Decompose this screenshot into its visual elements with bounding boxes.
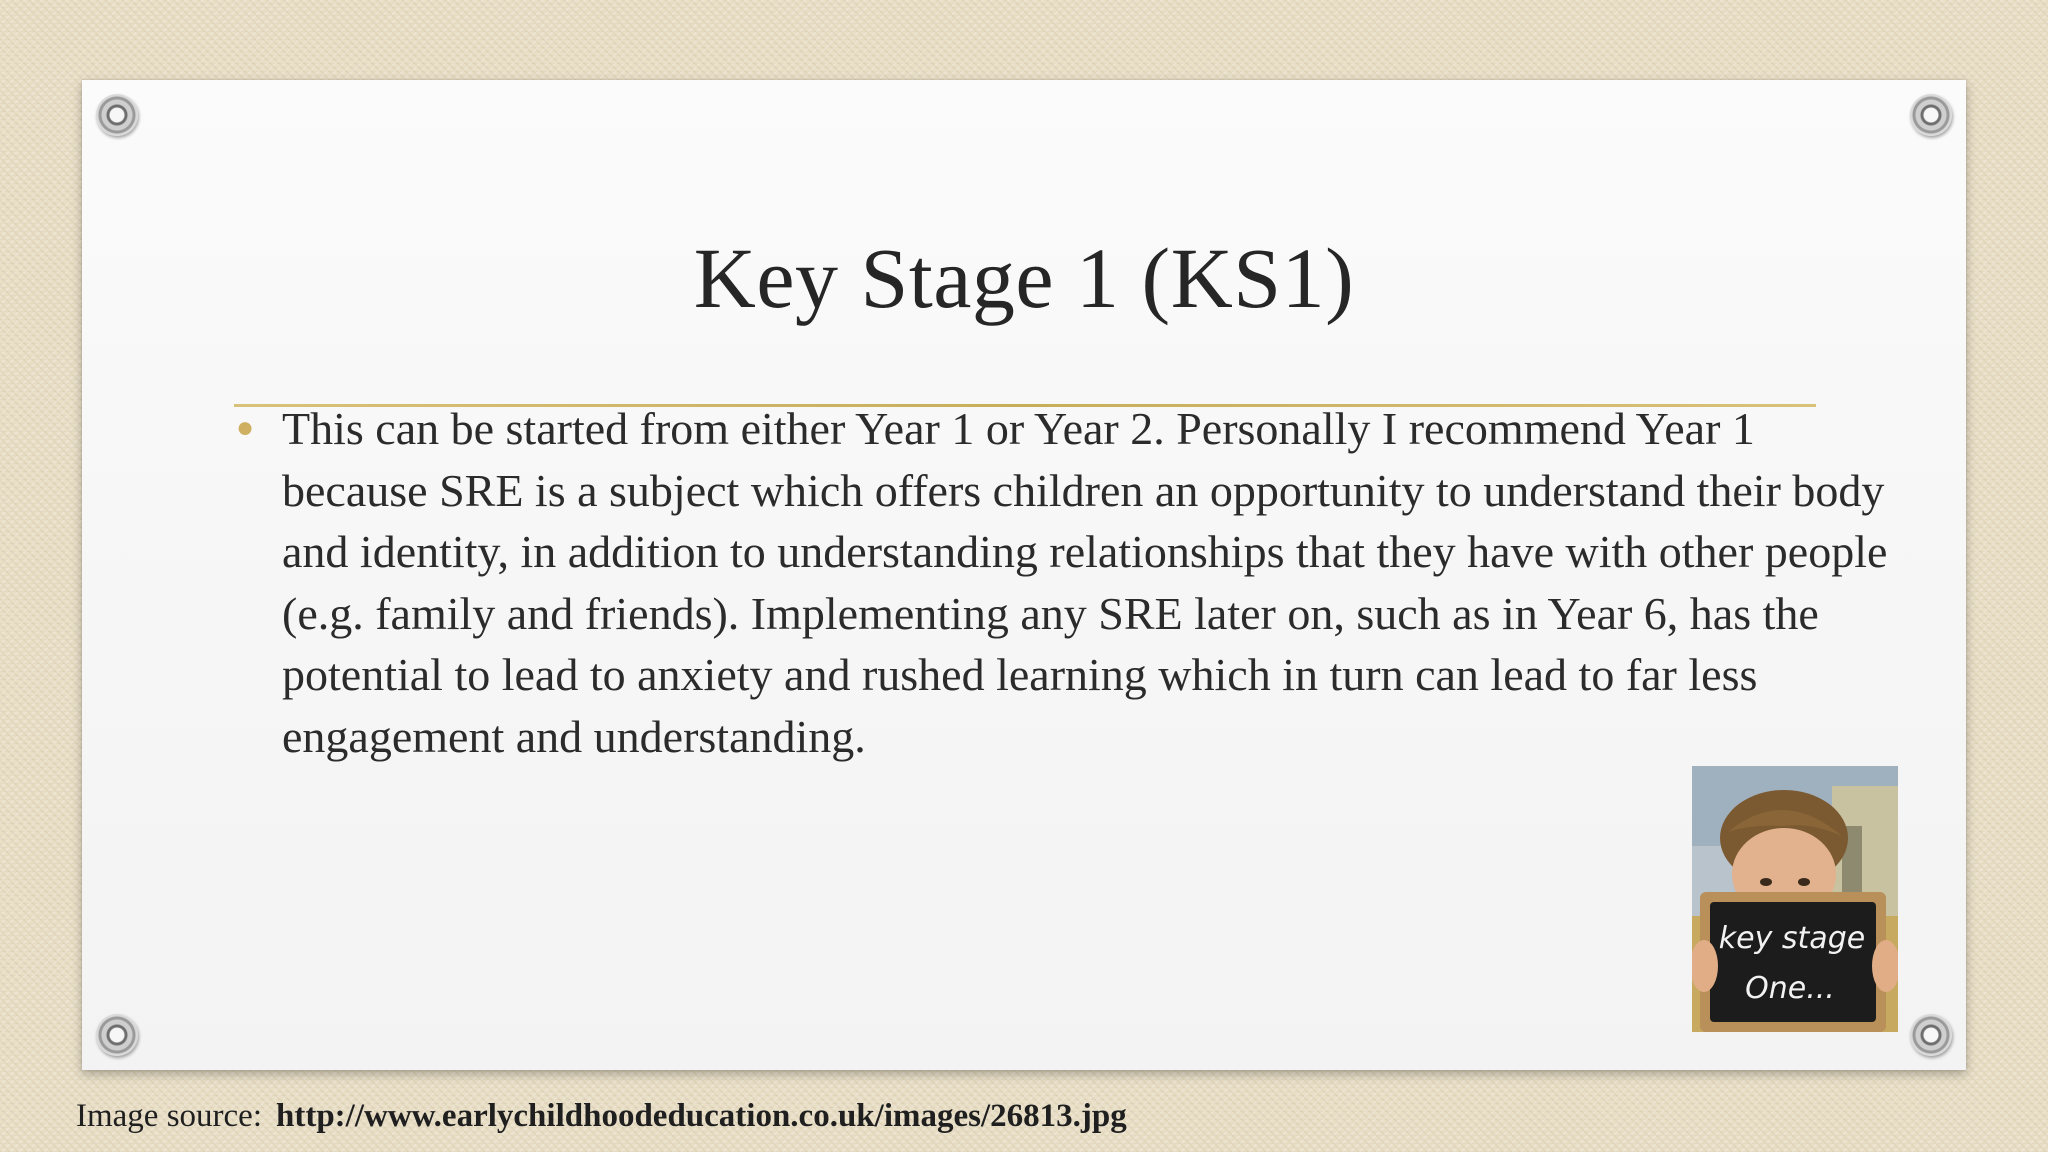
slide-title: Key Stage 1 (KS1) bbox=[693, 230, 1355, 326]
chalkboard-line-2: One... bbox=[1745, 971, 1835, 1006]
bullet-text: This can be started from either Year 1 or Year 2. Personally I recommend Year 1 because SRE is a subject which offers children an opportunity to understand their body and identity, in addition to understanding relationships that they have with other people (e.g. family and friends). Implementing any SRE later on, such as in Year 6, has the potential to lead to anxiety and rushed learning which in turn can lead to far less engagement and understanding. bbox=[282, 403, 1888, 762]
image-source-label: Image source: bbox=[76, 1098, 262, 1134]
chalkboard-line-1: key stage bbox=[1718, 921, 1866, 956]
grommet-icon bbox=[96, 94, 138, 136]
grommet-icon bbox=[1910, 94, 1952, 136]
grommet-icon bbox=[96, 1014, 138, 1056]
bullet-icon: ● bbox=[236, 411, 255, 444]
grommet-icon bbox=[1910, 1014, 1952, 1056]
child-chalkboard-photo bbox=[1692, 766, 1898, 1032]
slide-card bbox=[82, 80, 1966, 1070]
image-source-caption bbox=[76, 1098, 1127, 1135]
image-source-link[interactable]: http://www.earlychildhoodeducation.co.uk/images/26813.jpg bbox=[276, 1098, 1127, 1134]
